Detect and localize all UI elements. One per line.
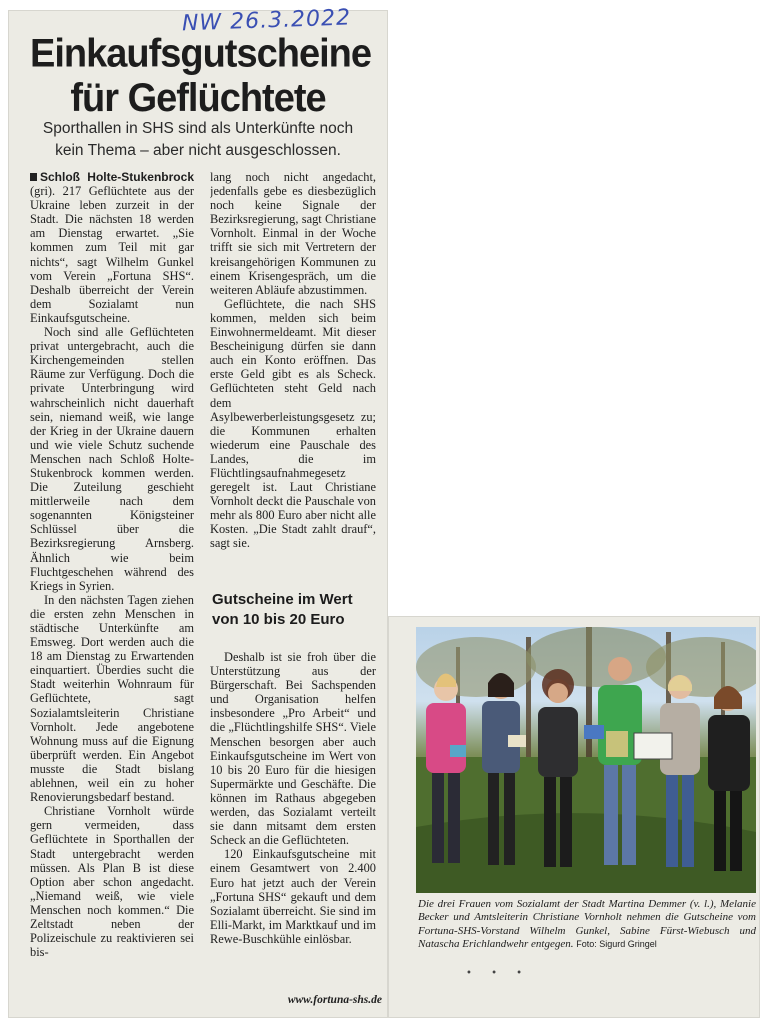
paragraph: (gri). 217 Geflüchtete aus der Ukraine leben zurzeit in der Stadt. Die nächsten 18 werden am Dienstag erwartet. „Sie kommen zum Teil mit gar nichts“, sagt Wilhelm Gunkel vom Verein „Fortuna SHS“. Deshalb überreicht der Verein dem Sozialamt nun Einkaufsgutscheine. bbox=[30, 184, 194, 325]
paragraph: Noch sind alle Geflüchteten privat untergebracht, auch die Kirchengemeinden stellen Räume zur Verfügung. Doch die private Unterbringung wird wahrscheinlich nicht dauerhaft sein, niemand weiß, wie lange der Krieg in der Ukraine dauern und wie viele Schutz suchende Menschen nach Schloß Holte-Stukenbrock kommen werden. Die Zuteilung geschieht mittlerweile nach dem sogenannten Königsteiner Schlüssel über die Bezirksregierung Arnsberg. Ähnlich wie beim Fluchtgeschehen während des Kriegs in Syrien. bbox=[30, 325, 194, 593]
paragraph: Christiane Vornholt würde gern vermeiden, dass Geflüchtete in Sporthallen der Stadt untergebracht werden müssen. Als Plan B ist diese Option aber schon angedacht. „Niemand weiß, wie viele Menschen noch kommen.“ Die Zeltstadt neben der Polizeischule zu reaktivieren sei bis- bbox=[30, 804, 194, 960]
website-url: www.fortuna-shs.de bbox=[287, 994, 382, 1006]
paragraph: lang noch nicht angedacht, jedenfalls gebe es diesbezüglich noch keine Signale der Bezirksregierung, sagt Christiane Vornholt. Einmal in der Woche trifft sie sich mit Vertretern der kreisangehörigen Kommunen zu einem Krisengespräch, um die weiteren Abläufe abzustimmen. bbox=[210, 170, 376, 297]
handwritten-source-date: NW 26.3.2022 bbox=[181, 5, 352, 37]
section-heading: Gutscheine im Wert von 10 bis 20 Euro bbox=[212, 591, 353, 628]
article-column-2-bottom bbox=[210, 650, 376, 990]
paragraph: Geflüchtete, die nach SHS kommen, melden sich beim Einwohnermeldeamt. Mit dieser Bescheinigung dürfen sie dann auch ein Konto eröffnen. Das erste Geld gibt es als Scheck. Geflüchteten steht Geld nach dem Asylbewerberleistungsgesetz zu; die Kommunen erhalten wiederum eine Pauschale des Landes, die im Flüchtlingsaufnahmegesetz geregelt ist. Laut Christiane Vornholt deckt die Pauschale von mehr als 800 Euro aber nicht alle Kosten. „Die Stadt zahlt drauf“, sagt sie. bbox=[210, 296, 376, 551]
photo-caption: Die drei Frauen vom Sozialamt der Stadt Martina Demmer (v. l.), Melanie Becker und Amtsleiterin Christiane Vornholt nehmen die Gutscheine vom Fortuna-SHS-Vorstand Wilhelm Gunkel, Sabine Fürst-Wiebusch und Natascha Erichlandwehr entgegen. Foto: Sigurd Gringel bbox=[418, 898, 756, 951]
paragraph: Deshalb ist sie froh über die Unterstützung aus der Bürgerschaft. Bei Sachspenden und Organisation helfen insbesondere „Pro Arbeit“ und die „Flüchtlingshilfe SHS“. Viele Menschen besorgen aber auch Einkaufsgutscheine im Wert von 10 bis 20 Euro für die hiesigen Supermärkte und Geschäfte. Die können im Rathaus abgegeben werden, das Sozialamt verteilt sie dann mitsamt dem ersten Scheck an die Geflüchteten. bbox=[210, 650, 376, 848]
article-headline: Einkaufsgutscheine für Geflüchtete bbox=[30, 31, 371, 121]
photo-credit: Foto: Sigurd Gringel bbox=[576, 939, 657, 950]
article-dateline: Schloß Holte-Stukenbrock bbox=[30, 170, 194, 184]
scan-specks: • • • bbox=[466, 968, 531, 979]
bullet-square-icon bbox=[30, 173, 37, 181]
group-photo-illustration bbox=[416, 627, 756, 893]
paragraph: In den nächsten Tagen ziehen die ersten zehn Menschen in städtische Unterkünfte am Emsweg. Dort werden auch die 18 am Dienstag zu Erwartenden einquartiert. Überdies sucht die Stadt weiterhin Wohnraum für Geflüchtete, sagt Sozialamtsleiterin Christiane Vornholt. Jede angebotene Wohnung muss auf die Eignung überprüft werden. Ein Angebot musste die Stadt bislang ablehnen, weil ein zu hoher Renovierungsbedarf bestand. bbox=[30, 592, 194, 805]
group-photo bbox=[416, 627, 756, 893]
article-column-1 bbox=[30, 170, 194, 1010]
article-column-2-top bbox=[210, 170, 376, 582]
paragraph: 120 Einkaufsgutscheine mit einem Gesamtwert von 2.400 Euro hat jetzt auch der Verein „Fortuna SHS“ gekauft und dem Sozialamt überreicht. Sie sind im Elli-Markt, im Marktkauf und im Rewe-Buschkühle einlösbar. bbox=[210, 847, 376, 946]
article-subheadline: Sporthallen in SHS sind als Unterkünfte noch kein Thema – aber nicht ausgeschlossen. bbox=[42, 120, 354, 159]
